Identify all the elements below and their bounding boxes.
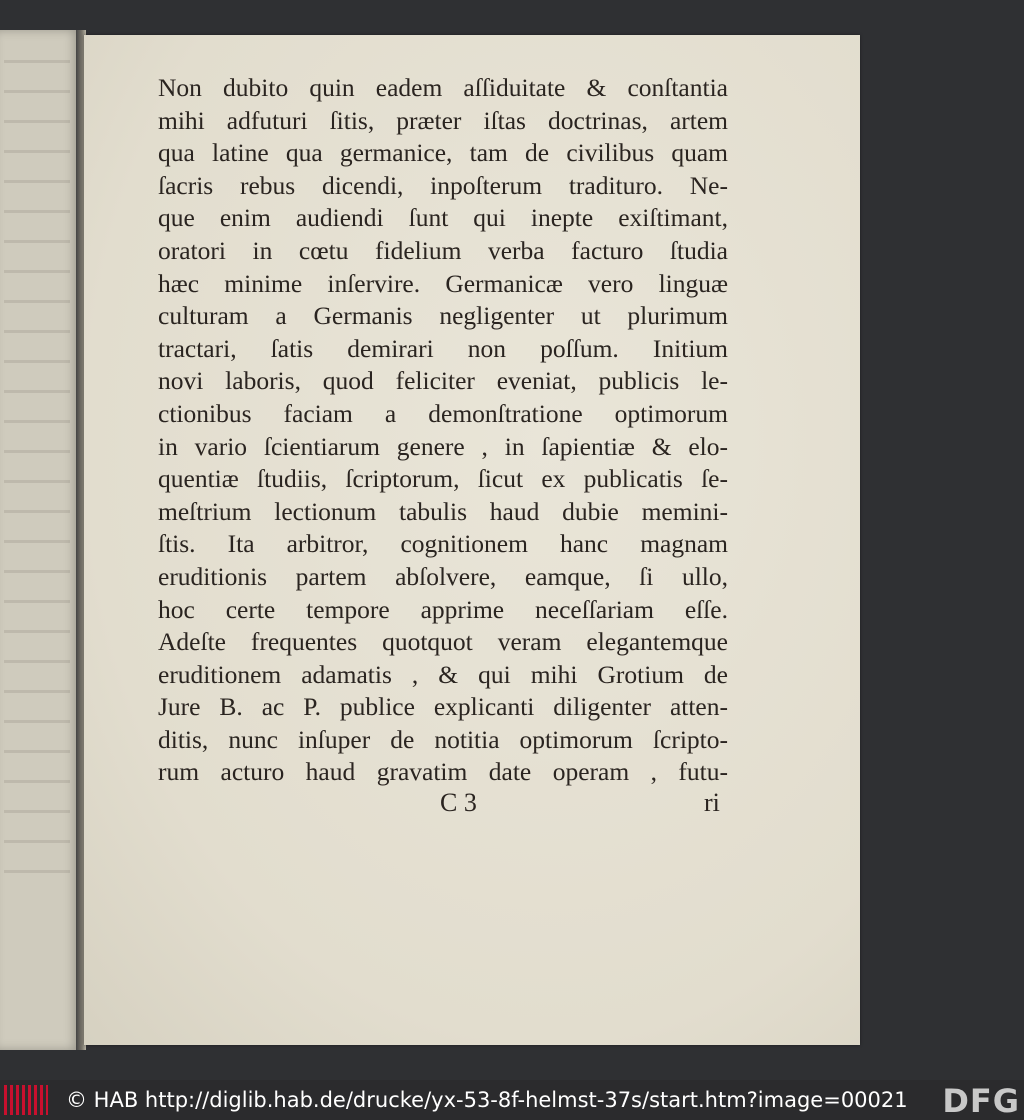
text-line: hæc minime inſervire. Germanicæ vero linguæ (158, 268, 728, 298)
page-body-text (158, 72, 728, 789)
text-line: ctionibus faciam a demonſtratione optimorum (158, 398, 728, 428)
text-line: ſtis. Ita arbitror, cognitionem hanc magnam (158, 529, 728, 559)
text-line: qua latine qua germanice, tam de civilibus quam (158, 138, 728, 168)
bleed-through-text (4, 60, 70, 880)
left-page-edge (0, 30, 80, 1050)
footer-bar (0, 1080, 1024, 1120)
hab-barcode-icon (4, 1085, 48, 1115)
copyright-link[interactable]: © HAB http://diglib.hab.de/drucke/yx-53-8f-helmst-37s/start.htm?image=00021 (66, 1088, 908, 1112)
text-line: mihi adfuturi ſitis, præter iſtas doctrinas, artem (158, 105, 728, 135)
text-line: tractari, ſatis demirari non poſſum. Initium (158, 333, 728, 363)
text-line: quentiæ ſtudiis, ſcriptorum, ſicut ex publicatis ſe- (158, 464, 728, 494)
text-line: ditis, nunc inſuper de notitia optimorum ſcripto- (158, 724, 728, 754)
catchword: ri (704, 788, 720, 817)
signature-mark: C 3 (440, 788, 477, 817)
text-line: Jure B. ac P. publice explicanti diligenter atten- (158, 692, 728, 722)
text-line: eruditionem adamatis , & qui mihi Grotium de (158, 659, 728, 689)
text-line: in vario ſcientiarum genere , in ſapientiæ & elo- (158, 431, 728, 461)
text-line: meſtrium lectionum tabulis haud dubie memini- (158, 496, 728, 526)
text-line: ſacris rebus dicendi, inpoſterum tradituro. Ne- (158, 170, 728, 200)
text-line: oratori in cœtu fidelium verba facturo ſtudia (158, 235, 728, 265)
text-line: eruditionis partem abſolvere, eamque, ſi ullo, (158, 561, 728, 591)
text-line: Non dubito quin eadem aſſiduitate & conſtantia (158, 73, 728, 102)
text-line: novi laboris, quod feliciter eveniat, publicis le- (158, 366, 728, 396)
text-line: culturam a Germanis negligenter ut plurimum (158, 301, 728, 331)
text-line: rum acturo haud gravatim date operam , futu- (158, 757, 728, 787)
text-line: hoc certe tempore apprime neceſſariam eſſe. (158, 594, 728, 624)
dfg-logo: DFG (942, 1082, 1020, 1120)
text-line: que enim audiendi ſunt qui inepte exiſtimant, (158, 203, 728, 233)
text-line: Adeſte frequentes quotquot veram elegantemque (158, 627, 728, 657)
